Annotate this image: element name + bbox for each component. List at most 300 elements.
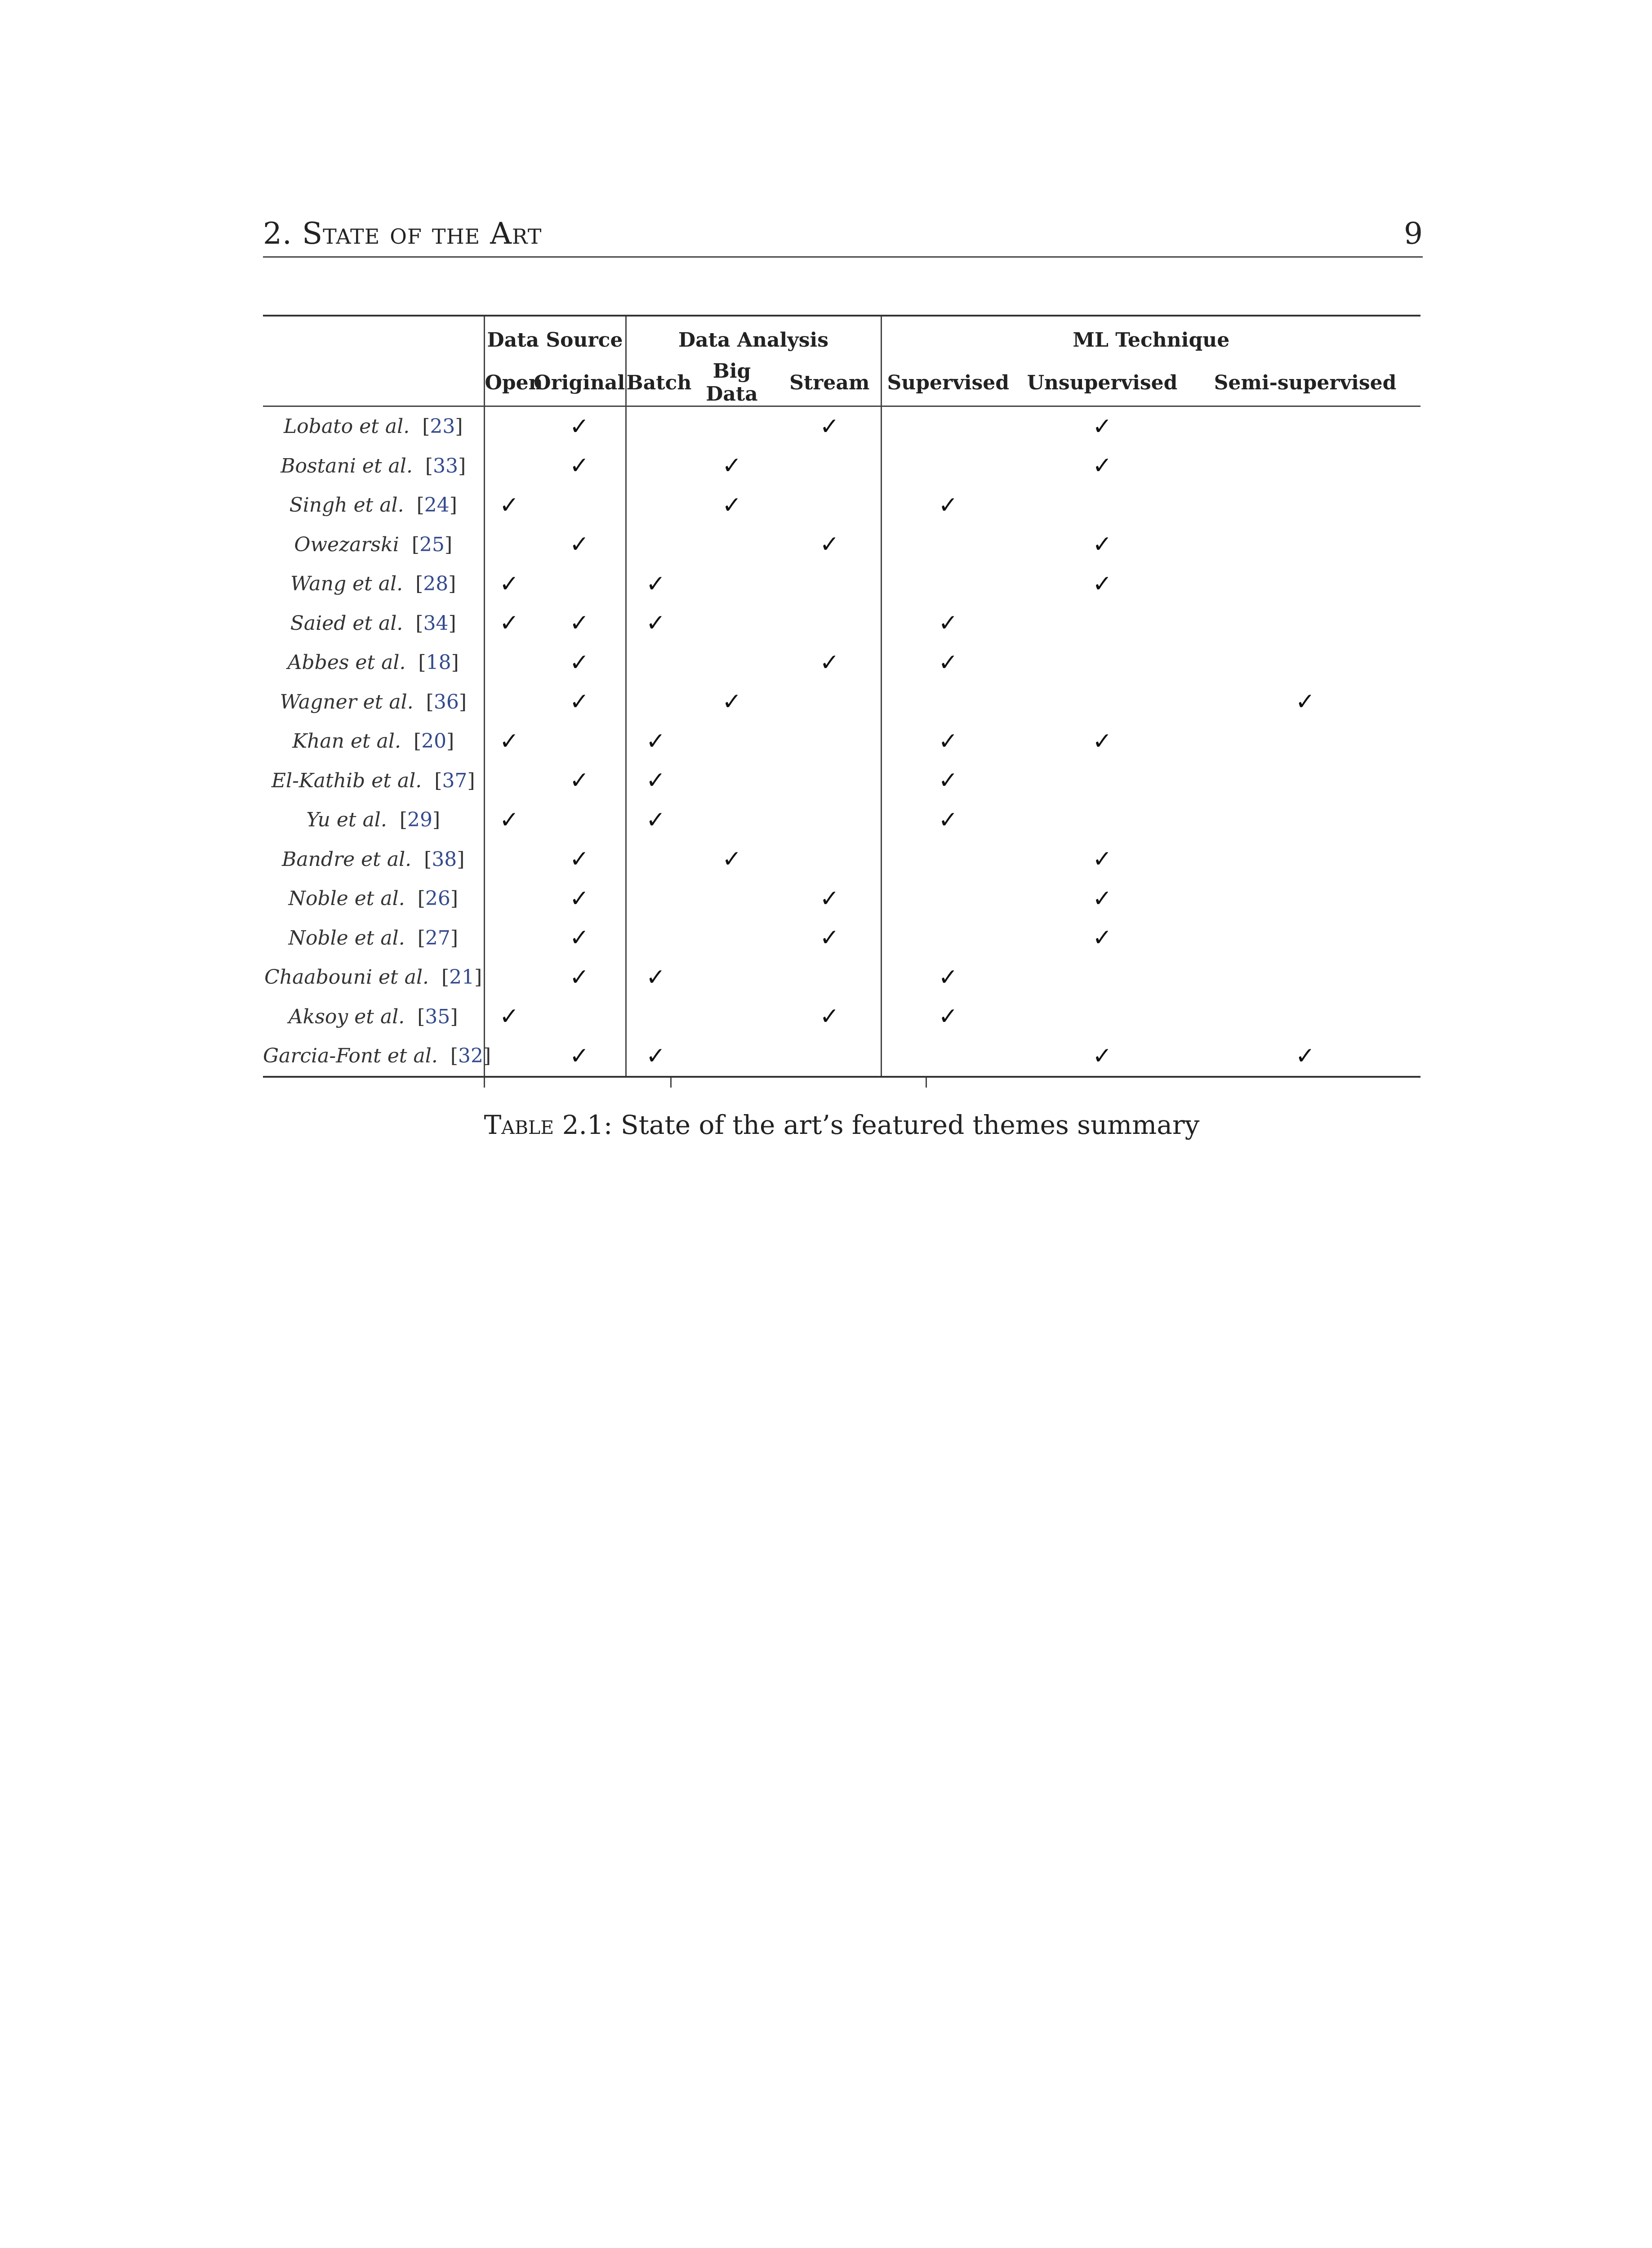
column-header-stream: Stream [779,360,881,406]
check-cell [685,958,779,997]
check-cell [779,406,881,446]
checkmark-icon: ✓ [819,1003,840,1030]
citation-link[interactable]: 25 [419,533,445,556]
check-cell [779,446,881,486]
check-cell [685,446,779,486]
reference-cell [263,1036,491,1077]
check-cell [1015,722,1190,761]
citation-link[interactable]: 36 [433,690,459,714]
check-cell [685,879,779,919]
reference-cell [263,604,484,643]
check-cell [1190,446,1420,486]
reference-cell [263,446,484,486]
checkmark-icon: ✓ [569,452,589,480]
column-header-original: Original [534,360,626,406]
empty-corner-cell [263,360,484,406]
check-cell [484,1036,534,1077]
citation-link[interactable]: 23 [430,415,455,438]
check-cell [685,722,779,761]
check-cell [626,604,685,643]
check-cell [1015,604,1190,643]
bracket: [ [413,730,422,753]
bracket: [ [417,926,425,950]
check-cell [534,643,626,682]
citation-link[interactable]: 18 [426,651,451,674]
reference-cell [263,800,484,840]
check-cell [626,879,685,919]
check-cell [626,564,685,604]
checkmark-icon: ✓ [646,963,666,991]
check-cell [685,604,779,643]
checkmark-icon: ✓ [1092,1042,1112,1070]
check-cell [881,919,1015,958]
checkmark-icon: ✓ [569,924,589,952]
bracket: ] [448,611,456,635]
group-header-row [263,316,1420,360]
checkmark-icon: ✓ [499,610,519,637]
check-cell [779,800,881,840]
check-cell [881,761,1015,801]
check-cell [1015,564,1190,604]
check-cell [484,958,534,997]
table-row [263,406,1420,446]
checkmark-icon: ✓ [722,846,742,873]
checkmark-icon: ✓ [499,806,519,834]
check-cell [626,406,685,446]
check-cell [534,604,626,643]
check-cell [1190,919,1420,958]
table-row [263,761,1420,801]
check-cell [534,446,626,486]
check-cell [484,643,534,682]
tick-mark [926,1078,927,1088]
author-name: Aksoy et al. [288,1005,405,1028]
check-cell [534,525,626,565]
checkmark-icon: ✓ [569,767,589,794]
check-cell [626,682,685,722]
bracket: [ [422,415,430,438]
bracket: ] [446,730,454,753]
check-cell [534,682,626,722]
checkmark-icon: ✓ [646,806,666,834]
check-cell [685,525,779,565]
bracket: ] [458,454,466,477]
table-caption [263,1110,1420,1140]
check-cell [484,800,534,840]
check-cell [1015,682,1190,722]
check-cell [881,643,1015,682]
reference-cell [263,406,484,446]
bracket: [ [426,690,434,714]
check-cell [1015,919,1190,958]
check-cell [1015,800,1190,840]
check-cell [1190,525,1420,565]
check-cell [779,525,881,565]
reference-cell [263,840,484,879]
checkmark-icon: ✓ [819,531,840,558]
check-cell [685,761,779,801]
table-row [263,840,1420,879]
bracket: ] [445,533,453,556]
check-cell [1190,1036,1420,1077]
check-cell [626,643,685,682]
bracket: [ [417,887,425,910]
table-row [263,643,1420,682]
check-cell [685,682,779,722]
check-cell [534,919,626,958]
checkmark-icon: ✓ [1092,727,1112,755]
author-name: Abbes et al. [287,651,406,674]
author-name: Noble et al. [288,887,405,910]
citation-link[interactable]: 27 [425,926,450,950]
citation-link[interactable]: 37 [442,769,468,792]
check-cell [626,525,685,565]
bracket: ] [455,415,463,438]
check-cell [685,840,779,879]
bracket: [ [415,611,423,635]
column-header-open: Open [484,360,534,406]
group-header-ml-technique: ML Technique [881,316,1420,360]
check-cell [626,446,685,486]
reference-cell [263,682,484,722]
check-cell [534,722,626,761]
check-cell [779,840,881,879]
check-cell [626,1036,685,1077]
check-cell [779,486,881,525]
check-cell [779,682,881,722]
bracket: ] [450,926,459,950]
bracket: ] [432,808,441,832]
checkmark-icon: ✓ [1092,413,1112,440]
citation-link[interactable]: 20 [421,730,447,753]
check-cell [626,919,685,958]
author-name: Bostani et al. [281,454,413,477]
checkmark-icon: ✓ [1295,688,1315,716]
check-cell [484,486,534,525]
bracket: [ [450,1044,459,1068]
check-cell [685,486,779,525]
check-cell [1190,997,1420,1037]
checkmark-icon: ✓ [569,1042,589,1070]
checkmark-icon: ✓ [819,649,840,676]
table-row [263,879,1420,919]
checkmark-icon: ✓ [938,491,958,519]
bracket: ] [457,847,465,871]
check-cell [484,840,534,879]
reference-cell [263,958,484,997]
check-cell [779,997,881,1037]
check-cell [484,997,534,1037]
checkmark-icon: ✓ [1092,570,1112,598]
checkmark-icon: ✓ [569,846,589,873]
checkmark-icon: ✓ [569,531,589,558]
summary-table [263,315,1420,1078]
check-cell [484,604,534,643]
column-header-supervised: Supervised [881,360,1015,406]
checkmark-icon: ✓ [1092,846,1112,873]
author-name: Lobato et al. [283,415,410,438]
column-header-big-data: Big Data [685,360,779,406]
check-cell [534,761,626,801]
checkmark-icon: ✓ [938,806,958,834]
check-cell [779,761,881,801]
checkmark-icon: ✓ [569,413,589,440]
checkmark-icon: ✓ [569,885,589,912]
checkmark-icon: ✓ [499,727,519,755]
citation-link[interactable]: 32 [458,1044,484,1068]
checkmark-icon: ✓ [1295,1042,1315,1070]
bracket: [ [415,572,423,596]
table-row [263,722,1420,761]
caption-text: State of the art’s featured themes summary [620,1110,1200,1140]
checkmark-icon: ✓ [938,767,958,794]
author-name: Yu et al. [306,808,387,832]
table-row [263,604,1420,643]
check-cell [779,958,881,997]
bracket: ] [450,1005,458,1028]
checkmark-icon: ✓ [938,963,958,991]
bracket: ] [451,651,459,674]
citation-link[interactable]: 33 [433,454,459,477]
check-cell [779,564,881,604]
bracket: ] [450,887,459,910]
check-cell [1015,1036,1190,1077]
table-row [263,958,1420,997]
check-cell [779,604,881,643]
table-row [263,919,1420,958]
checkmark-icon: ✓ [1092,885,1112,912]
checkmark-icon: ✓ [722,452,742,480]
check-cell [685,800,779,840]
table-row [263,682,1420,722]
check-cell [626,486,685,525]
check-cell [1015,525,1190,565]
empty-corner-cell [263,316,484,360]
check-cell [1190,682,1420,722]
check-cell [534,406,626,446]
author-name: Wagner et al. [280,690,414,714]
checkmark-icon: ✓ [819,413,840,440]
check-cell [1190,958,1420,997]
checkmark-icon: ✓ [938,1003,958,1030]
table-body [263,406,1420,1077]
citation-link[interactable]: 24 [424,494,450,517]
check-cell [685,406,779,446]
checkmark-icon: ✓ [569,963,589,991]
bracket: [ [434,769,442,792]
check-cell [881,840,1015,879]
check-cell [484,919,534,958]
checkmark-icon: ✓ [722,688,742,716]
check-cell [534,997,626,1037]
citation-link[interactable]: 29 [407,808,433,832]
page-number: 9 [1404,216,1423,251]
checkmark-icon: ✓ [1092,531,1112,558]
author-name: Saied et al. [290,611,403,635]
check-cell [1190,564,1420,604]
check-cell [626,840,685,879]
bracket: ] [459,690,467,714]
group-header-data-analysis: Data Analysis [626,316,881,360]
check-cell [534,564,626,604]
check-cell [484,761,534,801]
checkmark-icon: ✓ [1092,452,1112,480]
bracket: [ [425,454,433,477]
citation-link[interactable]: 34 [423,611,449,635]
check-cell [1190,879,1420,919]
check-cell [1015,958,1190,997]
check-cell [881,564,1015,604]
tick-mark [484,1078,485,1088]
check-cell [534,840,626,879]
check-cell [881,525,1015,565]
citation-link[interactable]: 38 [432,847,457,871]
citation-link[interactable]: 35 [425,1005,450,1028]
checkmark-icon: ✓ [938,610,958,637]
column-header-semi-supervised: Semi-supervised [1190,360,1420,406]
check-cell [881,722,1015,761]
author-name: Wang et al. [290,572,403,596]
check-cell [484,525,534,565]
check-cell [534,958,626,997]
table-row [263,564,1420,604]
reference-cell [263,486,484,525]
column-header-row [263,360,1420,406]
bracket: ] [474,966,482,989]
check-cell [484,406,534,446]
table-row [263,525,1420,565]
running-header [263,216,1423,258]
reference-cell [263,997,484,1037]
check-cell [484,446,534,486]
table-row [263,486,1420,525]
check-cell [1190,722,1420,761]
table-row [263,800,1420,840]
tick-mark [670,1078,672,1088]
check-cell [534,879,626,919]
reference-cell [263,761,484,801]
author-name: Khan et al. [292,730,401,753]
author-name: El-Kathib et al. [271,769,422,792]
bracket: [ [399,808,408,832]
check-cell [1190,643,1420,682]
author-name: Owezarski [294,533,399,556]
check-cell [626,722,685,761]
checkmark-icon: ✓ [938,727,958,755]
bracket: ] [448,572,456,596]
chapter-title: 2. State of the Art [263,216,542,251]
check-cell [881,997,1015,1037]
column-divider-ticks [263,1078,1420,1088]
check-cell [484,879,534,919]
checkmark-icon: ✓ [569,688,589,716]
author-name: Garcia-Font et al. [263,1044,438,1068]
reference-cell [263,564,484,604]
check-cell [881,406,1015,446]
citation-link[interactable]: 21 [449,966,475,989]
check-cell [1015,406,1190,446]
check-cell [881,446,1015,486]
bracket: [ [441,966,450,989]
check-cell [1190,604,1420,643]
reference-cell [263,879,484,919]
column-header-unsupervised: Unsupervised [1015,360,1190,406]
check-cell [685,1036,779,1077]
check-cell [1015,997,1190,1037]
checkmark-icon: ✓ [646,767,666,794]
check-cell [534,800,626,840]
check-cell [534,486,626,525]
check-cell [881,958,1015,997]
check-cell [626,761,685,801]
checkmark-icon: ✓ [819,885,840,912]
check-cell [779,643,881,682]
bracket: ] [467,769,475,792]
check-cell [685,919,779,958]
check-cell [881,682,1015,722]
author-name: Noble et al. [288,926,405,950]
checkmark-icon: ✓ [722,491,742,519]
check-cell [881,879,1015,919]
table-row [263,1036,1420,1077]
bracket: [ [418,651,426,674]
checkmark-icon: ✓ [499,570,519,598]
checkmark-icon: ✓ [1092,924,1112,952]
reference-cell [263,722,484,761]
checkmark-icon: ✓ [499,491,519,519]
check-cell [626,997,685,1037]
check-cell [1015,486,1190,525]
check-cell [534,1036,626,1077]
bracket: ] [449,494,457,517]
citation-link[interactable]: 26 [425,887,450,910]
author-name: Singh et al. [289,494,404,517]
checkmark-icon: ✓ [646,570,666,598]
check-cell [1190,406,1420,446]
citation-link[interactable]: 28 [423,572,449,596]
check-cell [484,722,534,761]
check-cell [484,682,534,722]
group-header-data-source: Data Source [484,316,626,360]
check-cell [779,722,881,761]
check-cell [881,604,1015,643]
bracket: [ [424,847,432,871]
check-cell [626,958,685,997]
bracket: [ [416,494,424,517]
bracket: [ [417,1005,425,1028]
bracket: [ [411,533,420,556]
checkmark-icon: ✓ [646,727,666,755]
reference-cell [263,643,484,682]
check-cell [1190,761,1420,801]
check-cell [1015,840,1190,879]
summary-table-wrapper [263,315,1420,1078]
table-row [263,446,1420,486]
bracket: ] [483,1044,491,1068]
check-cell [779,1036,881,1077]
author-name: Chaabouni et al. [264,966,429,989]
column-header-batch: Batch [626,360,685,406]
table-row [263,997,1420,1037]
checkmark-icon: ✓ [938,649,958,676]
caption-label: Table 2.1: [484,1110,613,1140]
reference-cell [263,525,484,565]
author-name: Bandre et al. [282,847,412,871]
check-cell [1190,800,1420,840]
check-cell [685,643,779,682]
checkmark-icon: ✓ [569,610,589,637]
checkmark-icon: ✓ [569,649,589,676]
